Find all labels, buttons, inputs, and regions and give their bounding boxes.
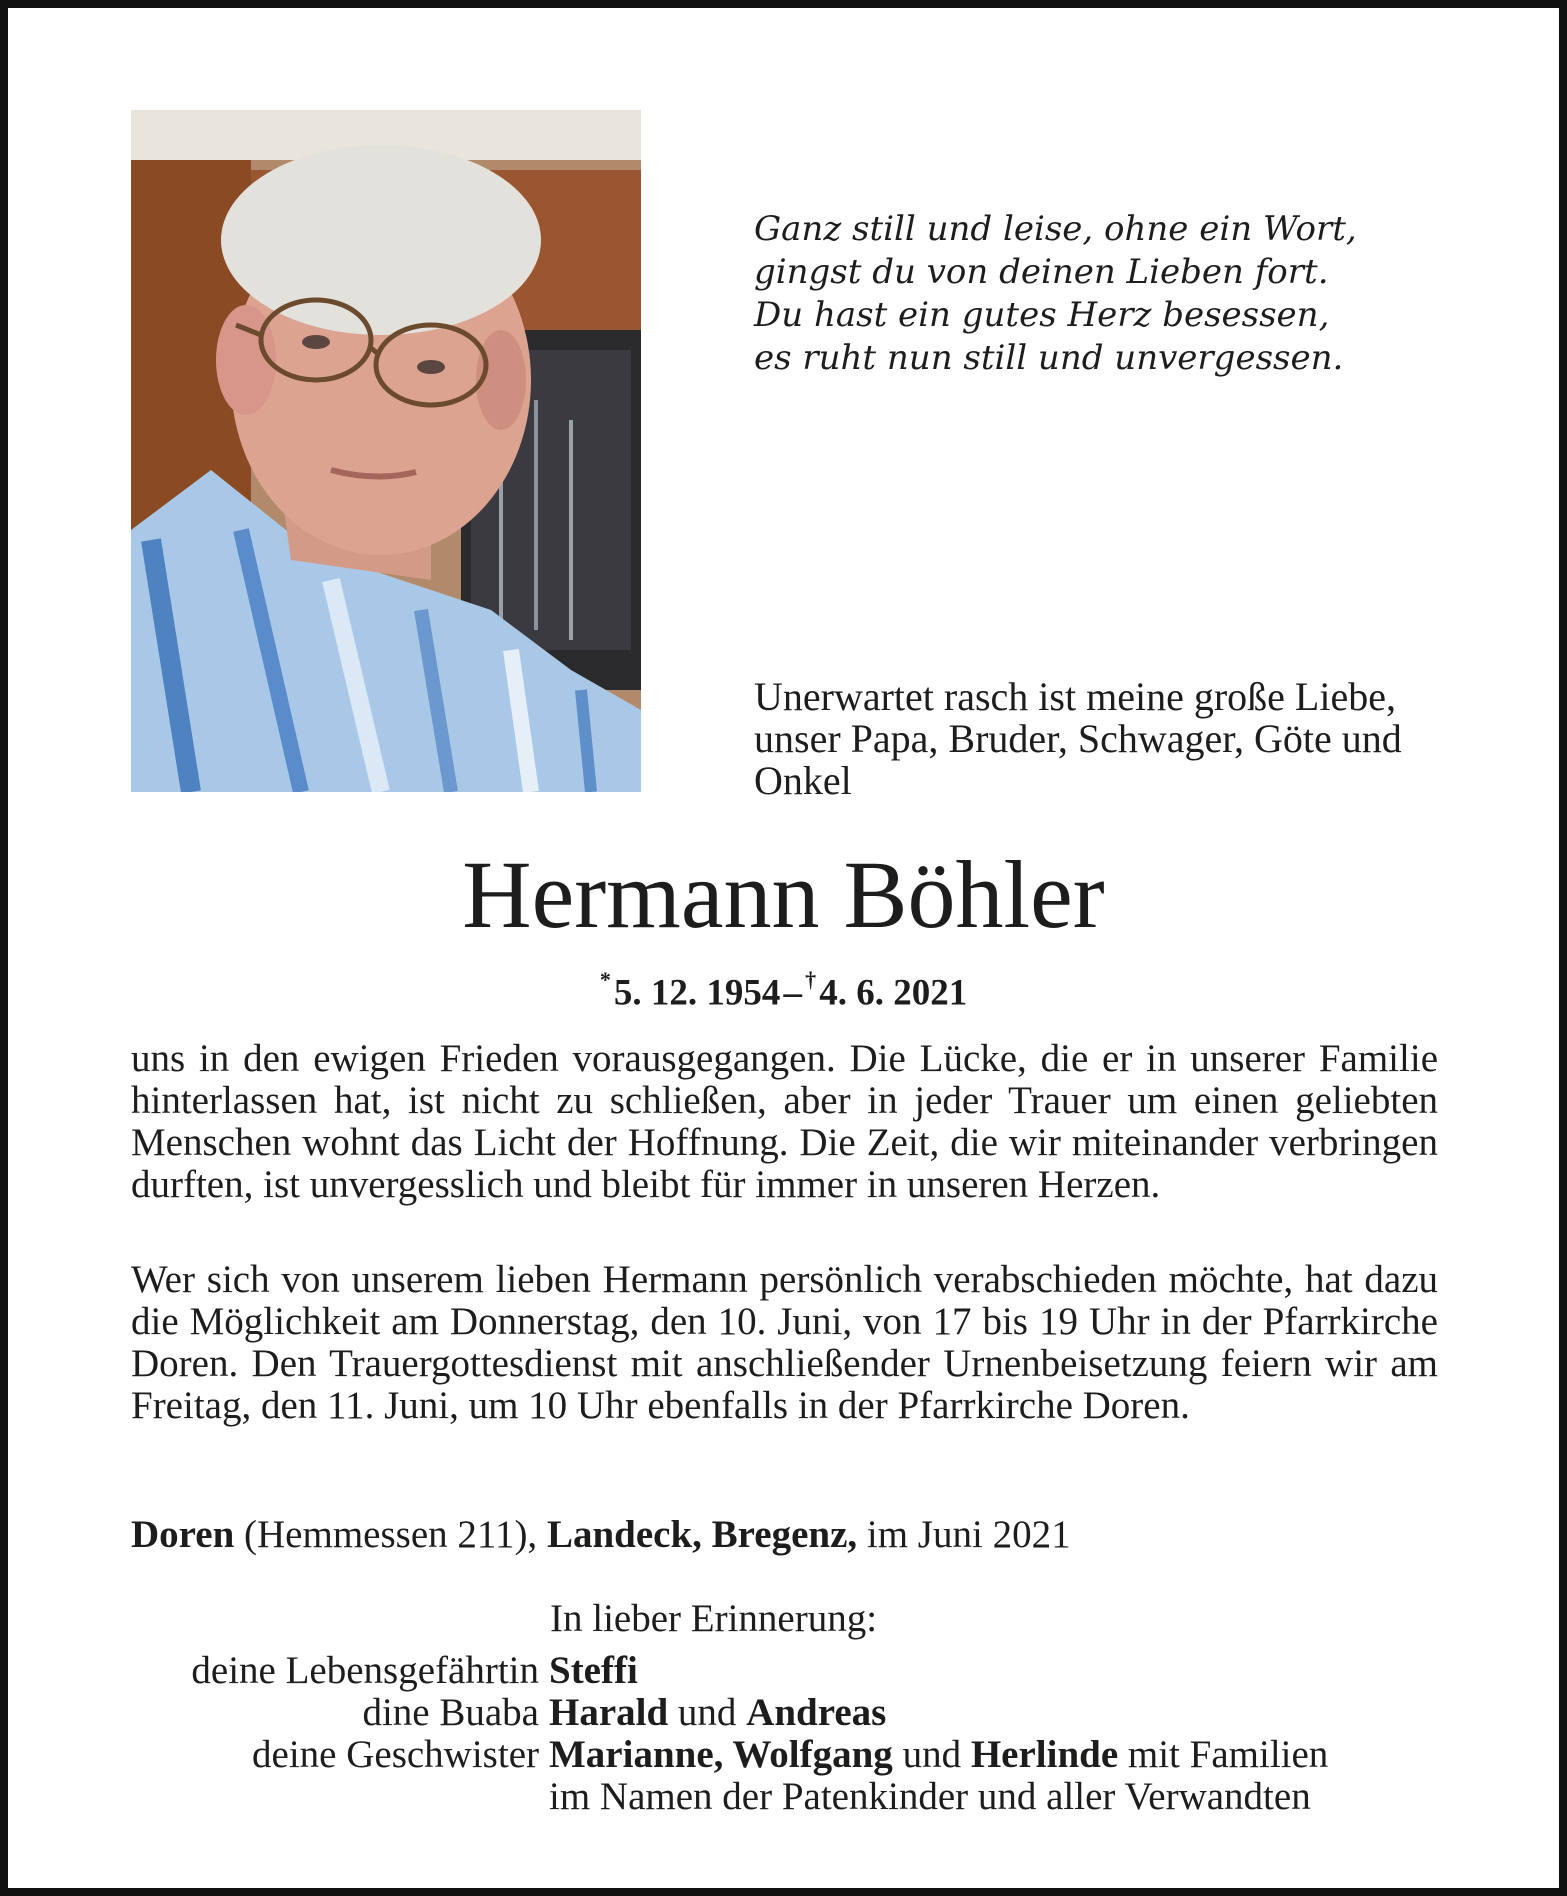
- mourner-suffix: mit Familien: [1127, 1733, 1329, 1776]
- place-address: (Hemmessen 211),: [244, 1513, 538, 1556]
- memory-title: In lieber Erinnerung:: [550, 1597, 878, 1640]
- mourner-row: [131, 1650, 1451, 1692]
- mourner-relation: [131, 1776, 549, 1818]
- place-town: Doren: [131, 1513, 235, 1556]
- mourners-list: [131, 1650, 1451, 1818]
- mourner-conjunction: und: [902, 1733, 962, 1776]
- mourner-name: Harald: [549, 1691, 669, 1734]
- birth-date: 5. 12. 1954: [613, 972, 781, 1014]
- birth-symbol: *: [599, 967, 611, 992]
- mourner-suffix: im Namen der Patenkinder und aller Verwandten: [549, 1775, 1311, 1818]
- mourner-name: Herlinde: [970, 1733, 1119, 1776]
- mourner-name: Andreas: [746, 1691, 887, 1734]
- mourner-relation: deine Lebensgefährtin: [191, 1649, 539, 1692]
- portrait-photo: [131, 110, 641, 792]
- mourner-name: Marianne, Wolfgang: [549, 1733, 893, 1776]
- body-paragraph: uns in den ewigen Frieden vorausgegangen. Die Lücke, die er in unserer Familie hinterlassen hat, ist nicht zu schließen, aber in jeder Trauer um einen geliebten Menschen wohnt das Licht der Hoffnung. Die Zeit, die wir miteinander verbringen durften, ist unvergesslich und bleibt für immer in unseren Herzen.: [131, 1037, 1438, 1206]
- place-date: im Juni 2021: [866, 1513, 1071, 1556]
- life-dates: [0, 962, 1567, 1015]
- intro-text: Unerwartet rasch ist meine große Liebe, unser Papa, Bruder, Schwager, Göte und Onkel: [754, 674, 1402, 803]
- mourner-relation: dine Buaba: [362, 1691, 539, 1734]
- mourner-relation: deine Geschwister: [252, 1733, 539, 1776]
- place-date-line: [131, 1514, 1438, 1556]
- mourner-conjunction: und: [677, 1691, 737, 1734]
- poem-line: Ganz still und leise, ohne ein Wort,: [754, 209, 1357, 249]
- death-date: 4. 6. 2021: [819, 972, 968, 1014]
- date-separator: –: [783, 972, 802, 1014]
- body-paragraph: Wer sich von unserem lieben Hermann persönlich verabschieden möchte, hat dazu die Möglichkeit am Donnerstag, den 10. Juni, von 17 bis 19 Uhr in der Pfarrkirche Doren. Den Trauergottesdienst mit anschließender Urnenbeisetzung feiern wir am Freitag, den 11. Juni, um 10 Uhr ebenfalls in der Pfarrkirche Doren.: [131, 1258, 1438, 1427]
- mourner-row: [131, 1776, 1451, 1818]
- poem-line: gingst du von deinen Lieben fort.: [754, 252, 1329, 292]
- poem-line: es ruht nun still und unvergessen.: [754, 338, 1344, 378]
- poem-line: Du hast ein gutes Herz besessen,: [754, 295, 1330, 335]
- mourner-row: [131, 1734, 1451, 1776]
- death-symbol: †: [805, 967, 817, 992]
- place-others: Landeck, Bregenz,: [546, 1513, 858, 1556]
- deceased-name: Hermann Böhler: [462, 841, 1105, 948]
- mourner-name: Steffi: [549, 1649, 638, 1692]
- mourner-row: [131, 1692, 1451, 1734]
- poem: [754, 208, 1474, 380]
